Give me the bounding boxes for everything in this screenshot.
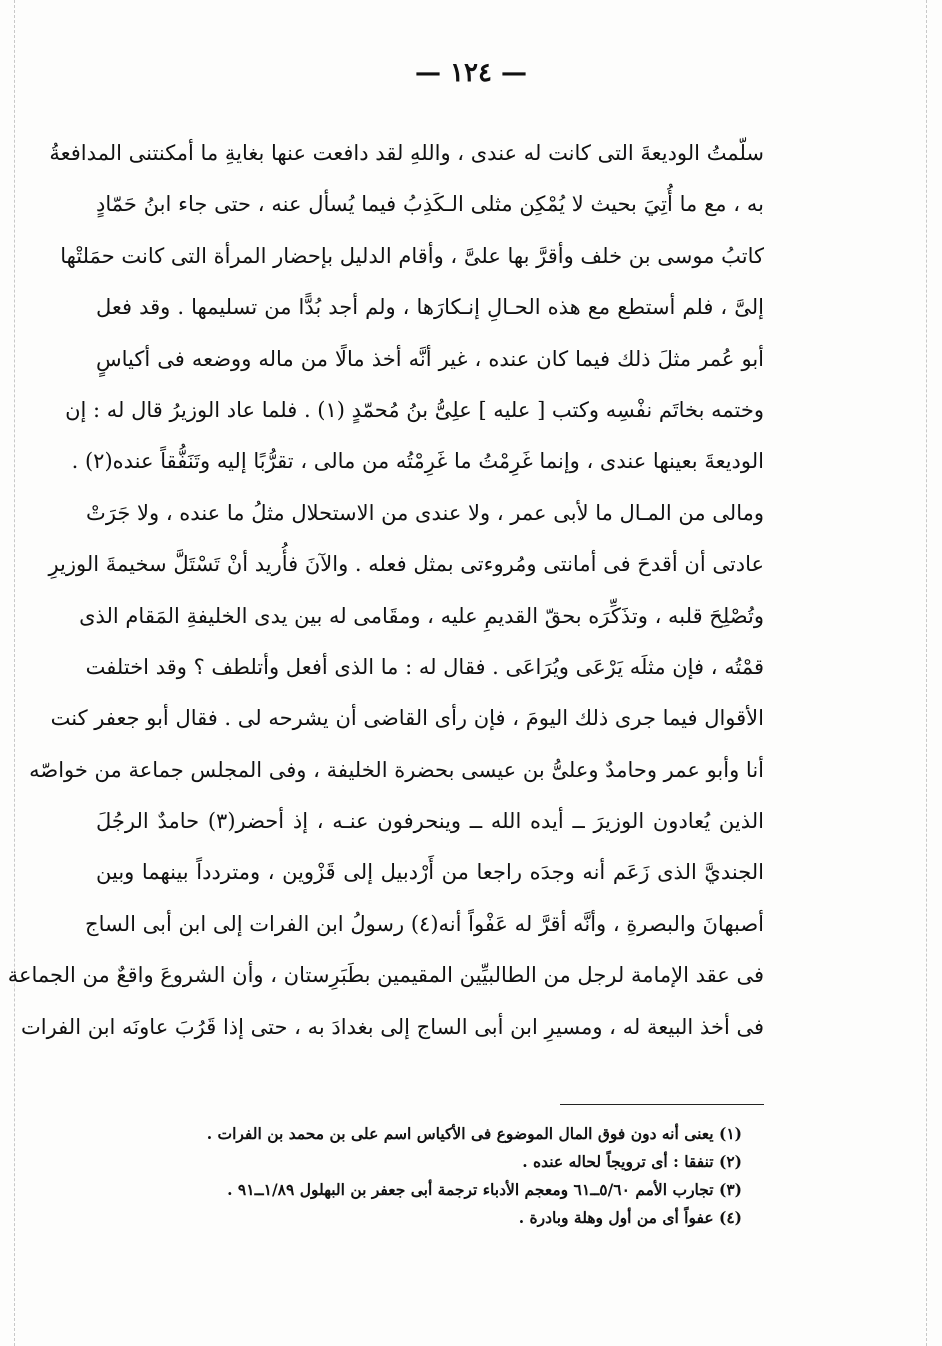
body-line: الجنديَّ الذى زَعَم أنه وجدَه راجعا من أَرْدبيل إلى قَزْوين ، ومتردداً بينهما وبين	[96, 860, 764, 885]
body-line: قمْتُه ، فإن مثلَه يَرْعَى ويُرَاعَى . فقال له : ما الذى أفعل وأتلطف ؟ وقد اختلفت	[85, 654, 764, 679]
scan-edge-right	[926, 0, 927, 1346]
footnote: (٤) عفواً أى من أول وهلة وبادرة .	[518, 1208, 742, 1227]
body-line: إلىَّ ، فلم أستطع مع هذه الحـالِ إنـكارَها ، ولم أجد بُدًّا من تسليمها . وقد فعل	[96, 295, 764, 320]
scan-edge-left	[14, 0, 15, 1346]
body-line: أصبهانَ والبصرةِ ، وأنَّه أقرَّ له عَفْواً أنه(٤) رسولُ ابن الفرات إلى ابن أبى الساج	[85, 911, 764, 936]
body-line: الأقوال فيما جرى ذلك اليومَ ، فإن رأى القاضى أن يشرحه لى . فقال أبو جعفر كنت	[50, 706, 764, 731]
body-line: سلّمتُ الوديعةَ التى كانت له عندى ، واللهِ لقد دافعت عنها بغايةِ ما أمكنتنى المدافعةُ	[49, 141, 764, 165]
body-line: وتُصْلِحَ قلبه ، وتذَكِّرَه بحقّ القديمِ عليه ، ومقَامى له بين يدى الخليفةِ المَقام الذى	[79, 603, 764, 628]
footnote: (٢) تنفقا : أى ترويجاً لحاله عنده .	[522, 1152, 742, 1171]
body-line: أبو عُمر مثلَ ذلك فيما كان عنده ، غير أنَّه أخذ مالًا من ماله ووضعه فى أكياسٍ	[96, 346, 764, 371]
body-line: الذين يُعادون الوزيرَ ــ أيده الله ــ وينحرفون عنـه ، إذ أحضر(٣) حامدٌ الرجُلَ	[96, 809, 764, 834]
page-number: — ١٢٤ —	[414, 58, 528, 88]
body-line: فى أخذ البيعة له ، ومسيرِ ابن أبى الساج إلى بغدادَ به ، حتى إذا قَرُبَ عاونَه ابن الفرات	[20, 1014, 764, 1039]
footnote: (١) يعنى أنه دون فوق المال الموضوع فى الأكياس اسم على بن محمد بن الفرات .	[206, 1124, 742, 1143]
body-line: ومالى من المـال ما لأبى عمر ، ولا عندى من الاستحلال مثلُ ما عنده ، ولا جَرَتْ	[86, 500, 764, 525]
body-line: عادتى أن أقدحَ فى أمانتى ومُروءتى بمثل فعله . والآنَ فأُريد أنْ تَسْتَلَّ سخيمةَ الوزيرِ	[48, 552, 764, 577]
body-text	[7, 128, 764, 1053]
body-line: وختمه بخاتَم نفْسِه وكتب [ عليه ] علِىُّ بنُ مُحمّدٍ (١) . فلما عاد الوزيرُ قال له : إن	[65, 397, 764, 422]
body-line: فى عقد الإمامة لرجل من الطالبيِّين المقيمين بطَبَرِستان ، وأن الشروعَ واقعٌ من الجماعة	[7, 963, 764, 988]
footnote: (٣) تجارب الأمم ٥/٦٠ــ٦١ ومعجم الأدباء ترجمة أبى جعفر بن البهلول ١/٨٩ــ٩١ .	[227, 1180, 742, 1199]
body-line: أنا وأبو عمر وحامدٌ وعلىُّ بن عيسى بحضرة الخليفة ، وفى المجلس جماعة من خواصّه	[29, 757, 764, 782]
body-line: كاتبُ موسى بن خلف وأقرَّ بها علىَّ ، وأقام الدليل بإحضار المرأة التى كانت حمَلتْها	[60, 243, 764, 268]
body-line: به ، مع ما أُتِيَ بحيث لا يُمْكِن مثلى الـكَذِبُ فيما يُسأل عنه ، حتى جاء ابنُ حَمّادٍ	[96, 192, 764, 217]
footnote-separator	[560, 1104, 764, 1105]
body-line: الوديعةَ بعينها عندى ، وإنما غَرِمْتُ ما غَرِمْتُه من مالى ، تقرُّبًا إليه وتَنَفُّقاً عنده(٢) .	[71, 449, 764, 474]
footnotes	[100, 1120, 742, 1232]
